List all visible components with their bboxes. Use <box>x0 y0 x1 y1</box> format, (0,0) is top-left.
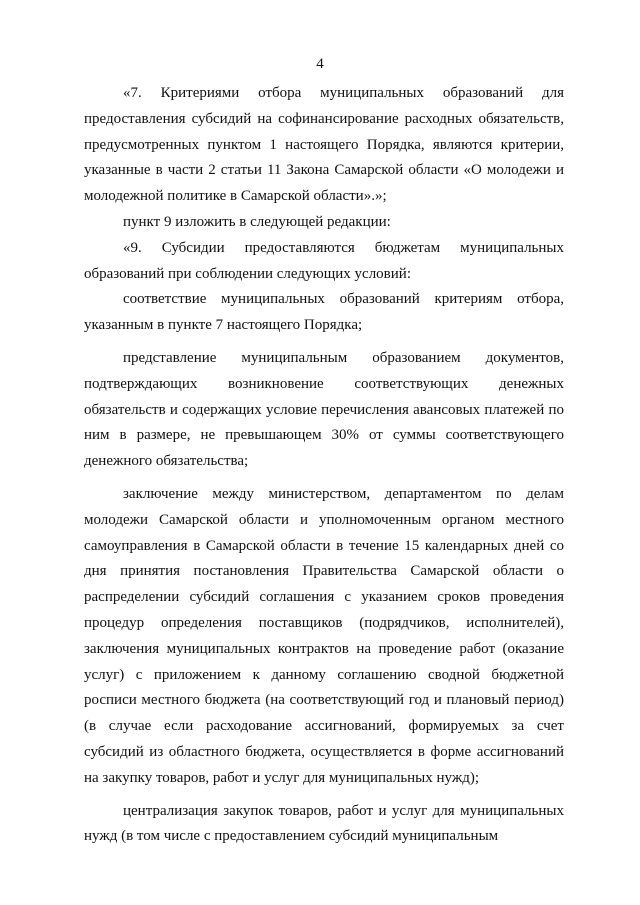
paragraph-compliance: соответствие муниципальных образований критериям отбора, указанным в пункте 7 настоящего Порядка; <box>84 291 564 334</box>
paragraph-centralization: централизация закупок товаров, работ и услуг для муниципальных нужд (в том числе с предоставлением субсидий муниципальным <box>84 802 564 845</box>
paragraph-agreement: заключение между министерством, департаментом по делам молодежи Самарской области и уполномоченным органом местного самоуправления в Самарской области в течение 15 календарных дней со дня принятия постановления Правительства Самарской области о распределении субсидий соглашения с указанием сроков проведения процедур определения поставщиков (подрядчиков, исполнителей), заключения муниципальных контрактов на проведение работ (оказание услуг) с приложением к данному соглашению сводной бюджетной росписи местного бюджета (на соответствующий год и плановый период) (в случае если расходование ассигнований, формируемых за счет субсидий из областного бюджета, осуществляется в форме ассигнований на закупку товаров, работ и услуг для муниципальных нужд); <box>84 485 564 786</box>
paragraph-criteria: «7. Критериями отбора муниципальных образований для предоставления субсидий на софинансирование расходных обязательств, предусмотренных пунктом 1 настоящего Порядка, являются критерии, указанные в части 2 статьи 11 Закона Самарской области «О молодежи и молодежной политике в Самарской области».»; <box>84 85 564 205</box>
page-number: 4 <box>316 56 324 72</box>
document-body <box>84 81 564 850</box>
paragraph-subsidy-conditions: «9. Субсидии предоставляются бюджетам муниципальных образований при соблюдении следующих условий: <box>84 239 564 282</box>
paragraph-amendment-point-9: пункт 9 изложить в следующей редакции: <box>123 213 391 230</box>
paragraph-documents: представление муниципальным образованием документов, подтверждающих возникновение соответствующих денежных обязательств и содержащих условие перечисления авансовых платежей по ним в размере, не превышающем 30% от суммы соответствующего денежного обязательства; <box>84 349 564 470</box>
